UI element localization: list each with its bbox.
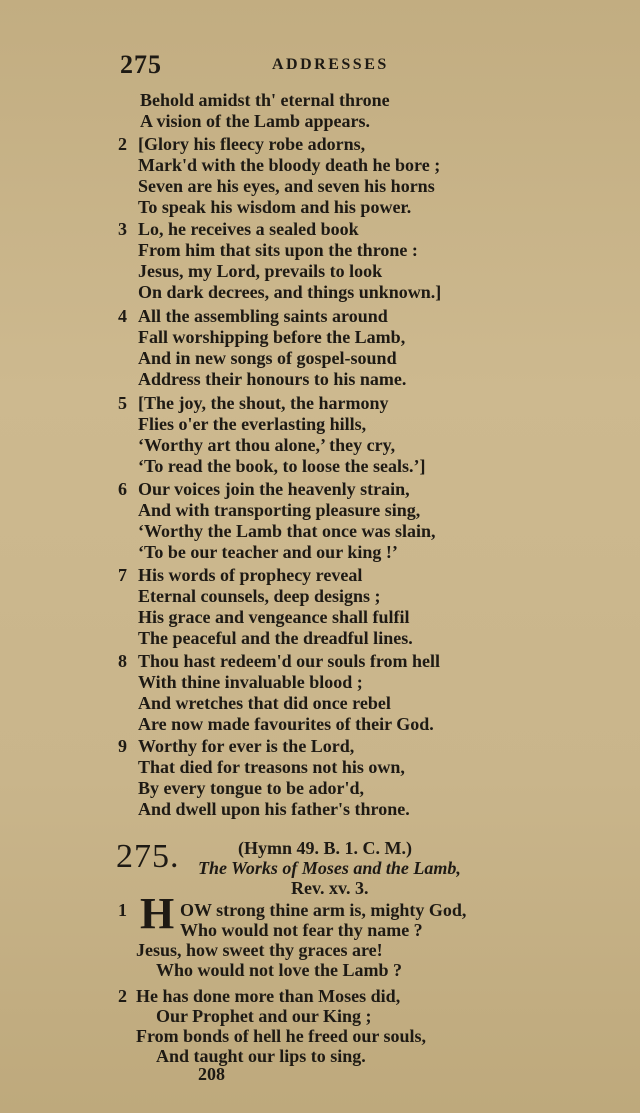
verse-line: With thine invaluable blood ; bbox=[138, 672, 363, 692]
verse-number: 4 bbox=[118, 306, 127, 326]
scripture-reference: Rev. xv. 3. bbox=[291, 878, 369, 898]
verse-line: [Glory his fleecy robe adorns, bbox=[138, 134, 366, 154]
verse-line: ‘Worthy art thou alone,’ they cry, bbox=[138, 435, 396, 455]
verse-line: That died for treasons not his own, bbox=[138, 757, 405, 777]
page-number: 275 bbox=[120, 50, 162, 79]
verse-line: The peaceful and the dreadful lines. bbox=[138, 628, 413, 648]
verse-number: 8 bbox=[118, 651, 127, 671]
verse-line: OW strong thine arm is, mighty God, bbox=[180, 900, 467, 920]
verse-line: Eternal counsels, deep designs ; bbox=[138, 586, 381, 606]
verse-line: To speak his wisdom and his power. bbox=[138, 197, 412, 217]
verse-number: 2 bbox=[118, 986, 127, 1006]
verse-line: ‘To read the book, to loose the seals.’] bbox=[138, 456, 426, 476]
verse-line: From him that sits upon the throne : bbox=[138, 240, 418, 260]
verse-line: Seven are his eyes, and seven his horns bbox=[138, 176, 435, 196]
hymn-title: The Works of Moses and the Lamb, bbox=[198, 858, 461, 878]
verse-line: Who would not fear thy name ? bbox=[180, 920, 423, 940]
verse-line: His words of prophecy reveal bbox=[138, 565, 363, 585]
verse-line: A vision of the Lamb appears. bbox=[140, 111, 371, 131]
verse-line: Fall worshipping before the Lamb, bbox=[138, 327, 406, 347]
hymn-heading bbox=[116, 838, 536, 898]
verse-line: Mark'd with the bloody death he bore ; bbox=[138, 155, 441, 175]
verse-number: 6 bbox=[118, 479, 127, 499]
drop-cap: H bbox=[140, 889, 175, 938]
verse-line: And with transporting pleasure sing, bbox=[138, 500, 421, 520]
verse-line: Jesus, how sweet thy graces are! bbox=[136, 940, 383, 960]
verse-number: 5 bbox=[118, 393, 127, 413]
verse-number: 1 bbox=[118, 900, 127, 920]
verse-number: 2 bbox=[118, 134, 127, 154]
verse-line: Are now made favourites of their God. bbox=[138, 714, 434, 734]
hymn-meter: (Hymn 49. B. 1. C. M.) bbox=[238, 838, 412, 858]
verse-number: 7 bbox=[118, 565, 127, 585]
folio-number: 208 bbox=[198, 1064, 225, 1084]
verse-number: 9 bbox=[118, 736, 127, 756]
verse-line: He has done more than Moses did, bbox=[136, 986, 401, 1006]
verse-line: [The joy, the shout, the harmony bbox=[138, 393, 389, 413]
verse-line: Thou hast redeem'd our souls from hell bbox=[138, 651, 441, 671]
verse-line: ‘To be our teacher and our king !’ bbox=[138, 542, 398, 562]
verse-line: Our voices join the heavenly strain, bbox=[138, 479, 410, 499]
page-header bbox=[120, 50, 410, 80]
verse-line: His grace and vengeance shall fulfil bbox=[138, 607, 410, 627]
verse-line: All the assembling saints around bbox=[138, 306, 388, 326]
verse-line: By every tongue to be ador'd, bbox=[138, 778, 364, 798]
verse-line: On dark decrees, and things unknown.] bbox=[138, 282, 442, 302]
verse-line: And dwell upon his father's throne. bbox=[138, 799, 410, 819]
verse-line: Address their honours to his name. bbox=[138, 369, 407, 389]
running-head: ADDRESSES bbox=[272, 56, 389, 73]
verse-line: Jesus, my Lord, prevails to look bbox=[138, 261, 383, 281]
verse-number: 3 bbox=[118, 219, 127, 239]
verse-line: Who would not love the Lamb ? bbox=[156, 960, 403, 980]
verse-line: And taught our lips to sing. bbox=[156, 1046, 366, 1066]
verse-line: ‘Worthy the Lamb that once was slain, bbox=[138, 521, 436, 541]
hymn-number: 275. bbox=[116, 838, 180, 875]
verse-line: And wretches that did once rebel bbox=[138, 693, 391, 713]
verse-line: Flies o'er the everlasting hills, bbox=[138, 414, 367, 434]
verse-line: Our Prophet and our King ; bbox=[156, 1006, 372, 1026]
verse-line: And in new songs of gospel-sound bbox=[138, 348, 397, 368]
verse-line: Lo, he receives a sealed book bbox=[138, 219, 359, 239]
verse-line: From bonds of hell he freed our souls, bbox=[136, 1026, 427, 1046]
verse-line: Behold amidst th' eternal throne bbox=[140, 90, 390, 110]
verse-line: Worthy for ever is the Lord, bbox=[138, 736, 355, 756]
